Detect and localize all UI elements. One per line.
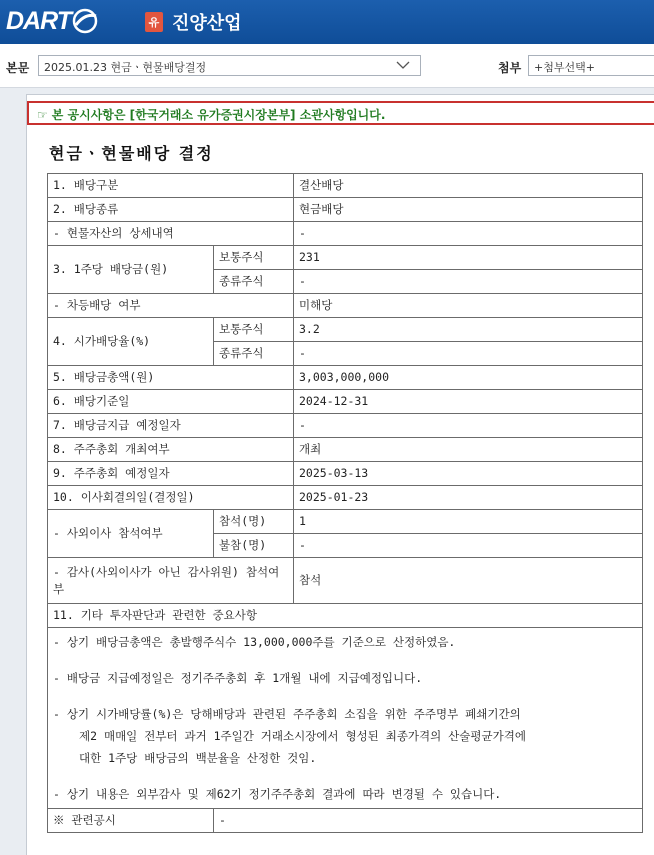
row-sublabel: 보통주식 — [214, 246, 294, 270]
note-line: - 상기 시가배당률(%)은 당해배당과 관련된 주주총회 소집을 위한 주주명부 폐쇄기간의 — [53, 707, 521, 721]
row-label: - 현물자산의 상세내역 — [48, 222, 294, 246]
table-row — [48, 246, 643, 270]
row-label: - 차등배당 여부 — [48, 294, 294, 318]
notice-text: 본 공시사항은 [한국거래소 유가증권시장본부] 소관사항입니다. — [51, 108, 386, 122]
related-disclosure-value: - — [214, 809, 643, 833]
row-label: 5. 배당금총액(원) — [48, 366, 294, 390]
table-row — [48, 438, 643, 462]
table-row — [48, 174, 643, 198]
table-row — [48, 604, 643, 628]
table-row — [48, 198, 643, 222]
notes-cell — [48, 628, 643, 809]
table-row — [48, 628, 643, 809]
row-value: 3,003,000,000 — [294, 366, 643, 390]
main-doc-select[interactable] — [38, 55, 421, 76]
note-line: - 배당금 지급예정일은 정기주주총회 후 1개월 내에 지급예정입니다. — [53, 671, 423, 685]
related-disclosure-label: ※ 관련공시 — [48, 809, 214, 833]
row-label: 10. 이사회결의일(결정일) — [48, 486, 294, 510]
table-row — [48, 294, 643, 318]
note-line: - 상기 배당금총액은 총발행주식수 13,000,000주를 기준으로 산정하였음. — [53, 635, 456, 649]
table-row — [48, 809, 643, 833]
dart-logo[interactable] — [6, 6, 98, 36]
row-label: 2. 배당종류 — [48, 198, 294, 222]
row-value: 개최 — [294, 438, 643, 462]
note-line: - 상기 내용은 외부감사 및 제62기 정기주주총회 결과에 따라 변경될 수 있습니다. — [53, 787, 502, 801]
company-name: 진양산업 — [172, 13, 242, 34]
row-value: 3.2 — [294, 318, 643, 342]
table-row — [48, 462, 643, 486]
row-label: - 사외이사 참석여부 — [48, 510, 214, 558]
attachment-label: 첨부 — [498, 61, 522, 75]
note-line: 대한 1주당 배당금의 백분율을 산정한 것임. — [79, 751, 317, 765]
chevron-down-icon — [396, 60, 410, 70]
row-value: - — [294, 270, 643, 294]
row-value: 2024-12-31 — [294, 390, 643, 414]
row-value: - — [294, 222, 643, 246]
jurisdiction-notice — [27, 101, 654, 125]
pointing-hand-icon: ☞ — [37, 108, 48, 122]
row-label: 6. 배당기준일 — [48, 390, 294, 414]
logo-swoosh-icon — [72, 7, 98, 35]
row-label: 8. 주주총회 개최여부 — [48, 438, 294, 462]
dividend-decision-table — [47, 173, 643, 833]
main-doc-label: 본문 — [6, 61, 30, 75]
table-row — [48, 558, 643, 604]
attachment-select-value: +첨부선택+ — [534, 61, 595, 74]
table-row — [48, 510, 643, 534]
row-value: 미해당 — [294, 294, 643, 318]
corp-type-badge: 유 — [145, 12, 163, 32]
table-row — [48, 390, 643, 414]
table-row — [48, 486, 643, 510]
logo-text: DART — [6, 6, 71, 35]
row-value: 2025-01-23 — [294, 486, 643, 510]
app-header — [0, 0, 654, 44]
table-row — [48, 222, 643, 246]
row-label: 7. 배당금지급 예정일자 — [48, 414, 294, 438]
row-sublabel: 종류주식 — [214, 270, 294, 294]
disclosure-document — [26, 94, 654, 855]
row-sublabel: 종류주식 — [214, 342, 294, 366]
row-value: - — [294, 534, 643, 558]
row-label: 1. 배당구분 — [48, 174, 294, 198]
row-sublabel: 참석(명) — [214, 510, 294, 534]
row-value: 1 — [294, 510, 643, 534]
attachment-select[interactable] — [528, 55, 654, 76]
row-label: 9. 주주총회 예정일자 — [48, 462, 294, 486]
table-row — [48, 366, 643, 390]
row-sublabel: 보통주식 — [214, 318, 294, 342]
row-value: 현금배당 — [294, 198, 643, 222]
row-label: 4. 시가배당율(%) — [48, 318, 214, 366]
row-label: - 감사(사외이사가 아닌 감사위원) 참석여부 — [48, 558, 294, 604]
row-value: 231 — [294, 246, 643, 270]
note-line: 제2 매매일 전부터 과거 1주일간 거래소시장에서 형성된 최종가격의 산술평균가격에 — [79, 729, 526, 743]
main-doc-select-value: 2025.01.23 현금ㆍ현물배당결정 — [44, 61, 207, 74]
row-label: 11. 기타 투자판단과 관련한 중요사항 — [48, 604, 643, 628]
row-label: 3. 1주당 배당금(원) — [48, 246, 214, 294]
row-value: 2025-03-13 — [294, 462, 643, 486]
row-value: - — [294, 342, 643, 366]
row-value: - — [294, 414, 643, 438]
row-value: 참석 — [294, 558, 643, 604]
document-selector-bar — [0, 44, 654, 88]
table-row — [48, 318, 643, 342]
row-value: 결산배당 — [294, 174, 643, 198]
document-title: 현금ㆍ현물배당 결정 — [49, 144, 214, 163]
row-sublabel: 불참(명) — [214, 534, 294, 558]
table-row — [48, 414, 643, 438]
